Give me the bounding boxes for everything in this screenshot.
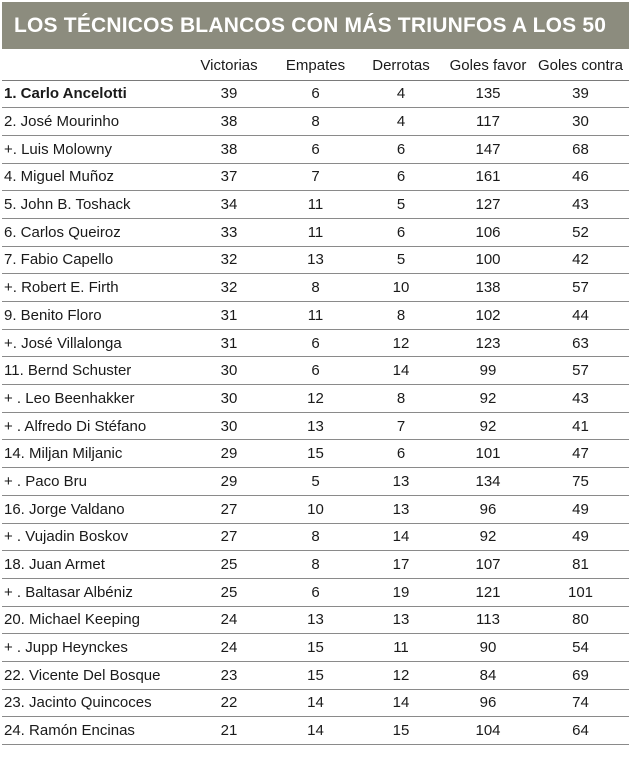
- derrotas-cell: 11: [358, 634, 444, 662]
- empates-cell: 10: [273, 495, 358, 523]
- stats-table: [2, 51, 629, 745]
- table-row: [2, 412, 629, 440]
- table-row: [2, 135, 629, 163]
- derrotas-cell: 7: [358, 412, 444, 440]
- derrotas-cell: 8: [358, 385, 444, 413]
- coach-name: 18. Juan Armet: [2, 551, 185, 579]
- coach-name: 14. Miljan Miljanic: [2, 440, 185, 468]
- table-row: [2, 246, 629, 274]
- table-row: [2, 385, 629, 413]
- empates-cell: 8: [273, 551, 358, 579]
- victorias-cell: 30: [185, 412, 273, 440]
- victorias-cell: 38: [185, 135, 273, 163]
- goles-contra-cell: 54: [532, 634, 629, 662]
- table-body: [2, 80, 629, 745]
- victorias-cell: 23: [185, 661, 273, 689]
- coach-name: 5. John B. Toshack: [2, 191, 185, 219]
- column-header-name: [2, 51, 185, 80]
- goles-contra-cell: 52: [532, 218, 629, 246]
- table-row: [2, 689, 629, 717]
- table-row: [2, 80, 629, 108]
- victorias-cell: 24: [185, 634, 273, 662]
- goles-contra-cell: 57: [532, 357, 629, 385]
- goles-favor-cell: 90: [444, 634, 532, 662]
- column-header-empates: Empates: [273, 51, 358, 80]
- goles-favor-cell: 102: [444, 302, 532, 330]
- goles-favor-cell: 107: [444, 551, 532, 579]
- derrotas-cell: 8: [358, 302, 444, 330]
- goles-contra-cell: 69: [532, 661, 629, 689]
- derrotas-cell: 17: [358, 551, 444, 579]
- derrotas-cell: 5: [358, 191, 444, 219]
- goles-contra-cell: 39: [532, 80, 629, 108]
- table-row: [2, 357, 629, 385]
- table-row: [2, 661, 629, 689]
- column-header-derrotas: Derrotas: [358, 51, 444, 80]
- victorias-cell: 33: [185, 218, 273, 246]
- goles-favor-cell: 92: [444, 412, 532, 440]
- header-row: [2, 51, 629, 80]
- victorias-cell: 38: [185, 108, 273, 136]
- title-banner: [2, 2, 629, 49]
- empates-cell: 8: [273, 523, 358, 551]
- coach-name: 9. Benito Floro: [2, 302, 185, 330]
- empates-cell: 13: [273, 412, 358, 440]
- empates-cell: 5: [273, 468, 358, 496]
- empates-cell: 6: [273, 135, 358, 163]
- coach-name: + . Leo Beenhakker: [2, 385, 185, 413]
- empates-cell: 15: [273, 440, 358, 468]
- table-row: [2, 551, 629, 579]
- goles-favor-cell: 92: [444, 385, 532, 413]
- table-row: [2, 163, 629, 191]
- goles-favor-cell: 127: [444, 191, 532, 219]
- empates-cell: 6: [273, 357, 358, 385]
- victorias-cell: 32: [185, 274, 273, 302]
- empates-cell: 6: [273, 80, 358, 108]
- empates-cell: 6: [273, 578, 358, 606]
- derrotas-cell: 6: [358, 218, 444, 246]
- coach-name: 20. Michael Keeping: [2, 606, 185, 634]
- coach-name: 7. Fabio Capello: [2, 246, 185, 274]
- derrotas-cell: 5: [358, 246, 444, 274]
- goles-contra-cell: 47: [532, 440, 629, 468]
- derrotas-cell: 14: [358, 523, 444, 551]
- victorias-cell: 31: [185, 329, 273, 357]
- empates-cell: 13: [273, 606, 358, 634]
- table-row: [2, 274, 629, 302]
- goles-contra-cell: 43: [532, 191, 629, 219]
- goles-favor-cell: 104: [444, 717, 532, 745]
- derrotas-cell: 14: [358, 689, 444, 717]
- empates-cell: 14: [273, 717, 358, 745]
- victorias-cell: 22: [185, 689, 273, 717]
- empates-cell: 11: [273, 191, 358, 219]
- derrotas-cell: 13: [358, 606, 444, 634]
- empates-cell: 13: [273, 246, 358, 274]
- goles-favor-cell: 121: [444, 578, 532, 606]
- goles-favor-cell: 106: [444, 218, 532, 246]
- goles-favor-cell: 135: [444, 80, 532, 108]
- goles-favor-cell: 100: [444, 246, 532, 274]
- coach-name: 1. Carlo Ancelotti: [2, 80, 185, 108]
- column-header-goles-favor: Goles favor: [444, 51, 532, 80]
- goles-favor-cell: 92: [444, 523, 532, 551]
- derrotas-cell: 13: [358, 495, 444, 523]
- derrotas-cell: 6: [358, 163, 444, 191]
- coach-name: + . Vujadin Boskov: [2, 523, 185, 551]
- goles-favor-cell: 96: [444, 689, 532, 717]
- goles-contra-cell: 49: [532, 523, 629, 551]
- empates-cell: 8: [273, 274, 358, 302]
- goles-favor-cell: 99: [444, 357, 532, 385]
- goles-contra-cell: 64: [532, 717, 629, 745]
- table-row: [2, 191, 629, 219]
- coach-name: 16. Jorge Valdano: [2, 495, 185, 523]
- derrotas-cell: 4: [358, 80, 444, 108]
- goles-favor-cell: 113: [444, 606, 532, 634]
- page-title: LOS TÉCNICOS BLANCOS CON MÁS TRIUNFOS A LOS 50: [14, 13, 607, 37]
- victorias-cell: 24: [185, 606, 273, 634]
- goles-contra-cell: 57: [532, 274, 629, 302]
- coach-name: 2. José Mourinho: [2, 108, 185, 136]
- derrotas-cell: 13: [358, 468, 444, 496]
- empates-cell: 12: [273, 385, 358, 413]
- table-row: [2, 218, 629, 246]
- empates-cell: 7: [273, 163, 358, 191]
- table-row: [2, 606, 629, 634]
- victorias-cell: 27: [185, 495, 273, 523]
- table-row: [2, 495, 629, 523]
- derrotas-cell: 14: [358, 357, 444, 385]
- goles-favor-cell: 161: [444, 163, 532, 191]
- empates-cell: 8: [273, 108, 358, 136]
- table-row: [2, 634, 629, 662]
- goles-contra-cell: 74: [532, 689, 629, 717]
- goles-contra-cell: 49: [532, 495, 629, 523]
- coach-name: +. José Villalonga: [2, 329, 185, 357]
- victorias-cell: 25: [185, 578, 273, 606]
- coach-name: +. Luis Molowny: [2, 135, 185, 163]
- victorias-cell: 29: [185, 468, 273, 496]
- table-row: [2, 523, 629, 551]
- victorias-cell: 21: [185, 717, 273, 745]
- goles-favor-cell: 147: [444, 135, 532, 163]
- victorias-cell: 31: [185, 302, 273, 330]
- coach-name: 23. Jacinto Quincoces: [2, 689, 185, 717]
- coach-name: 11. Bernd Schuster: [2, 357, 185, 385]
- victorias-cell: 37: [185, 163, 273, 191]
- victorias-cell: 27: [185, 523, 273, 551]
- victorias-cell: 25: [185, 551, 273, 579]
- empates-cell: 14: [273, 689, 358, 717]
- coach-name: + . Paco Bru: [2, 468, 185, 496]
- goles-favor-cell: 84: [444, 661, 532, 689]
- table-row: [2, 302, 629, 330]
- derrotas-cell: 19: [358, 578, 444, 606]
- goles-favor-cell: 117: [444, 108, 532, 136]
- table-row: [2, 329, 629, 357]
- goles-contra-cell: 30: [532, 108, 629, 136]
- goles-favor-cell: 123: [444, 329, 532, 357]
- derrotas-cell: 6: [358, 135, 444, 163]
- victorias-cell: 32: [185, 246, 273, 274]
- table-row: [2, 108, 629, 136]
- table-row: [2, 440, 629, 468]
- victorias-cell: 30: [185, 385, 273, 413]
- goles-contra-cell: 43: [532, 385, 629, 413]
- victorias-cell: 29: [185, 440, 273, 468]
- victorias-cell: 39: [185, 80, 273, 108]
- column-header-goles-contra: Goles contra: [532, 51, 629, 80]
- column-header-victorias: Victorias: [185, 51, 273, 80]
- coach-name: +. Robert E. Firth: [2, 274, 185, 302]
- victorias-cell: 34: [185, 191, 273, 219]
- coach-name: + . Baltasar Albéniz: [2, 578, 185, 606]
- table-row: [2, 717, 629, 745]
- goles-contra-cell: 44: [532, 302, 629, 330]
- coach-name: 6. Carlos Queiroz: [2, 218, 185, 246]
- victorias-cell: 30: [185, 357, 273, 385]
- table-row: [2, 468, 629, 496]
- empates-cell: 15: [273, 661, 358, 689]
- goles-contra-cell: 63: [532, 329, 629, 357]
- empates-cell: 11: [273, 302, 358, 330]
- goles-contra-cell: 68: [532, 135, 629, 163]
- derrotas-cell: 12: [358, 329, 444, 357]
- goles-contra-cell: 46: [532, 163, 629, 191]
- coach-name: 24. Ramón Encinas: [2, 717, 185, 745]
- goles-contra-cell: 42: [532, 246, 629, 274]
- derrotas-cell: 15: [358, 717, 444, 745]
- goles-contra-cell: 75: [532, 468, 629, 496]
- coach-name: + . Alfredo Di Stéfano: [2, 412, 185, 440]
- goles-favor-cell: 96: [444, 495, 532, 523]
- derrotas-cell: 6: [358, 440, 444, 468]
- empates-cell: 6: [273, 329, 358, 357]
- derrotas-cell: 4: [358, 108, 444, 136]
- derrotas-cell: 12: [358, 661, 444, 689]
- empates-cell: 15: [273, 634, 358, 662]
- goles-contra-cell: 80: [532, 606, 629, 634]
- coach-name: + . Jupp Heynckes: [2, 634, 185, 662]
- goles-contra-cell: 101: [532, 578, 629, 606]
- goles-favor-cell: 138: [444, 274, 532, 302]
- coach-name: 22. Vicente Del Bosque: [2, 661, 185, 689]
- goles-contra-cell: 81: [532, 551, 629, 579]
- empates-cell: 11: [273, 218, 358, 246]
- derrotas-cell: 10: [358, 274, 444, 302]
- goles-favor-cell: 101: [444, 440, 532, 468]
- table-row: [2, 578, 629, 606]
- coach-name: 4. Miguel Muñoz: [2, 163, 185, 191]
- goles-favor-cell: 134: [444, 468, 532, 496]
- goles-contra-cell: 41: [532, 412, 629, 440]
